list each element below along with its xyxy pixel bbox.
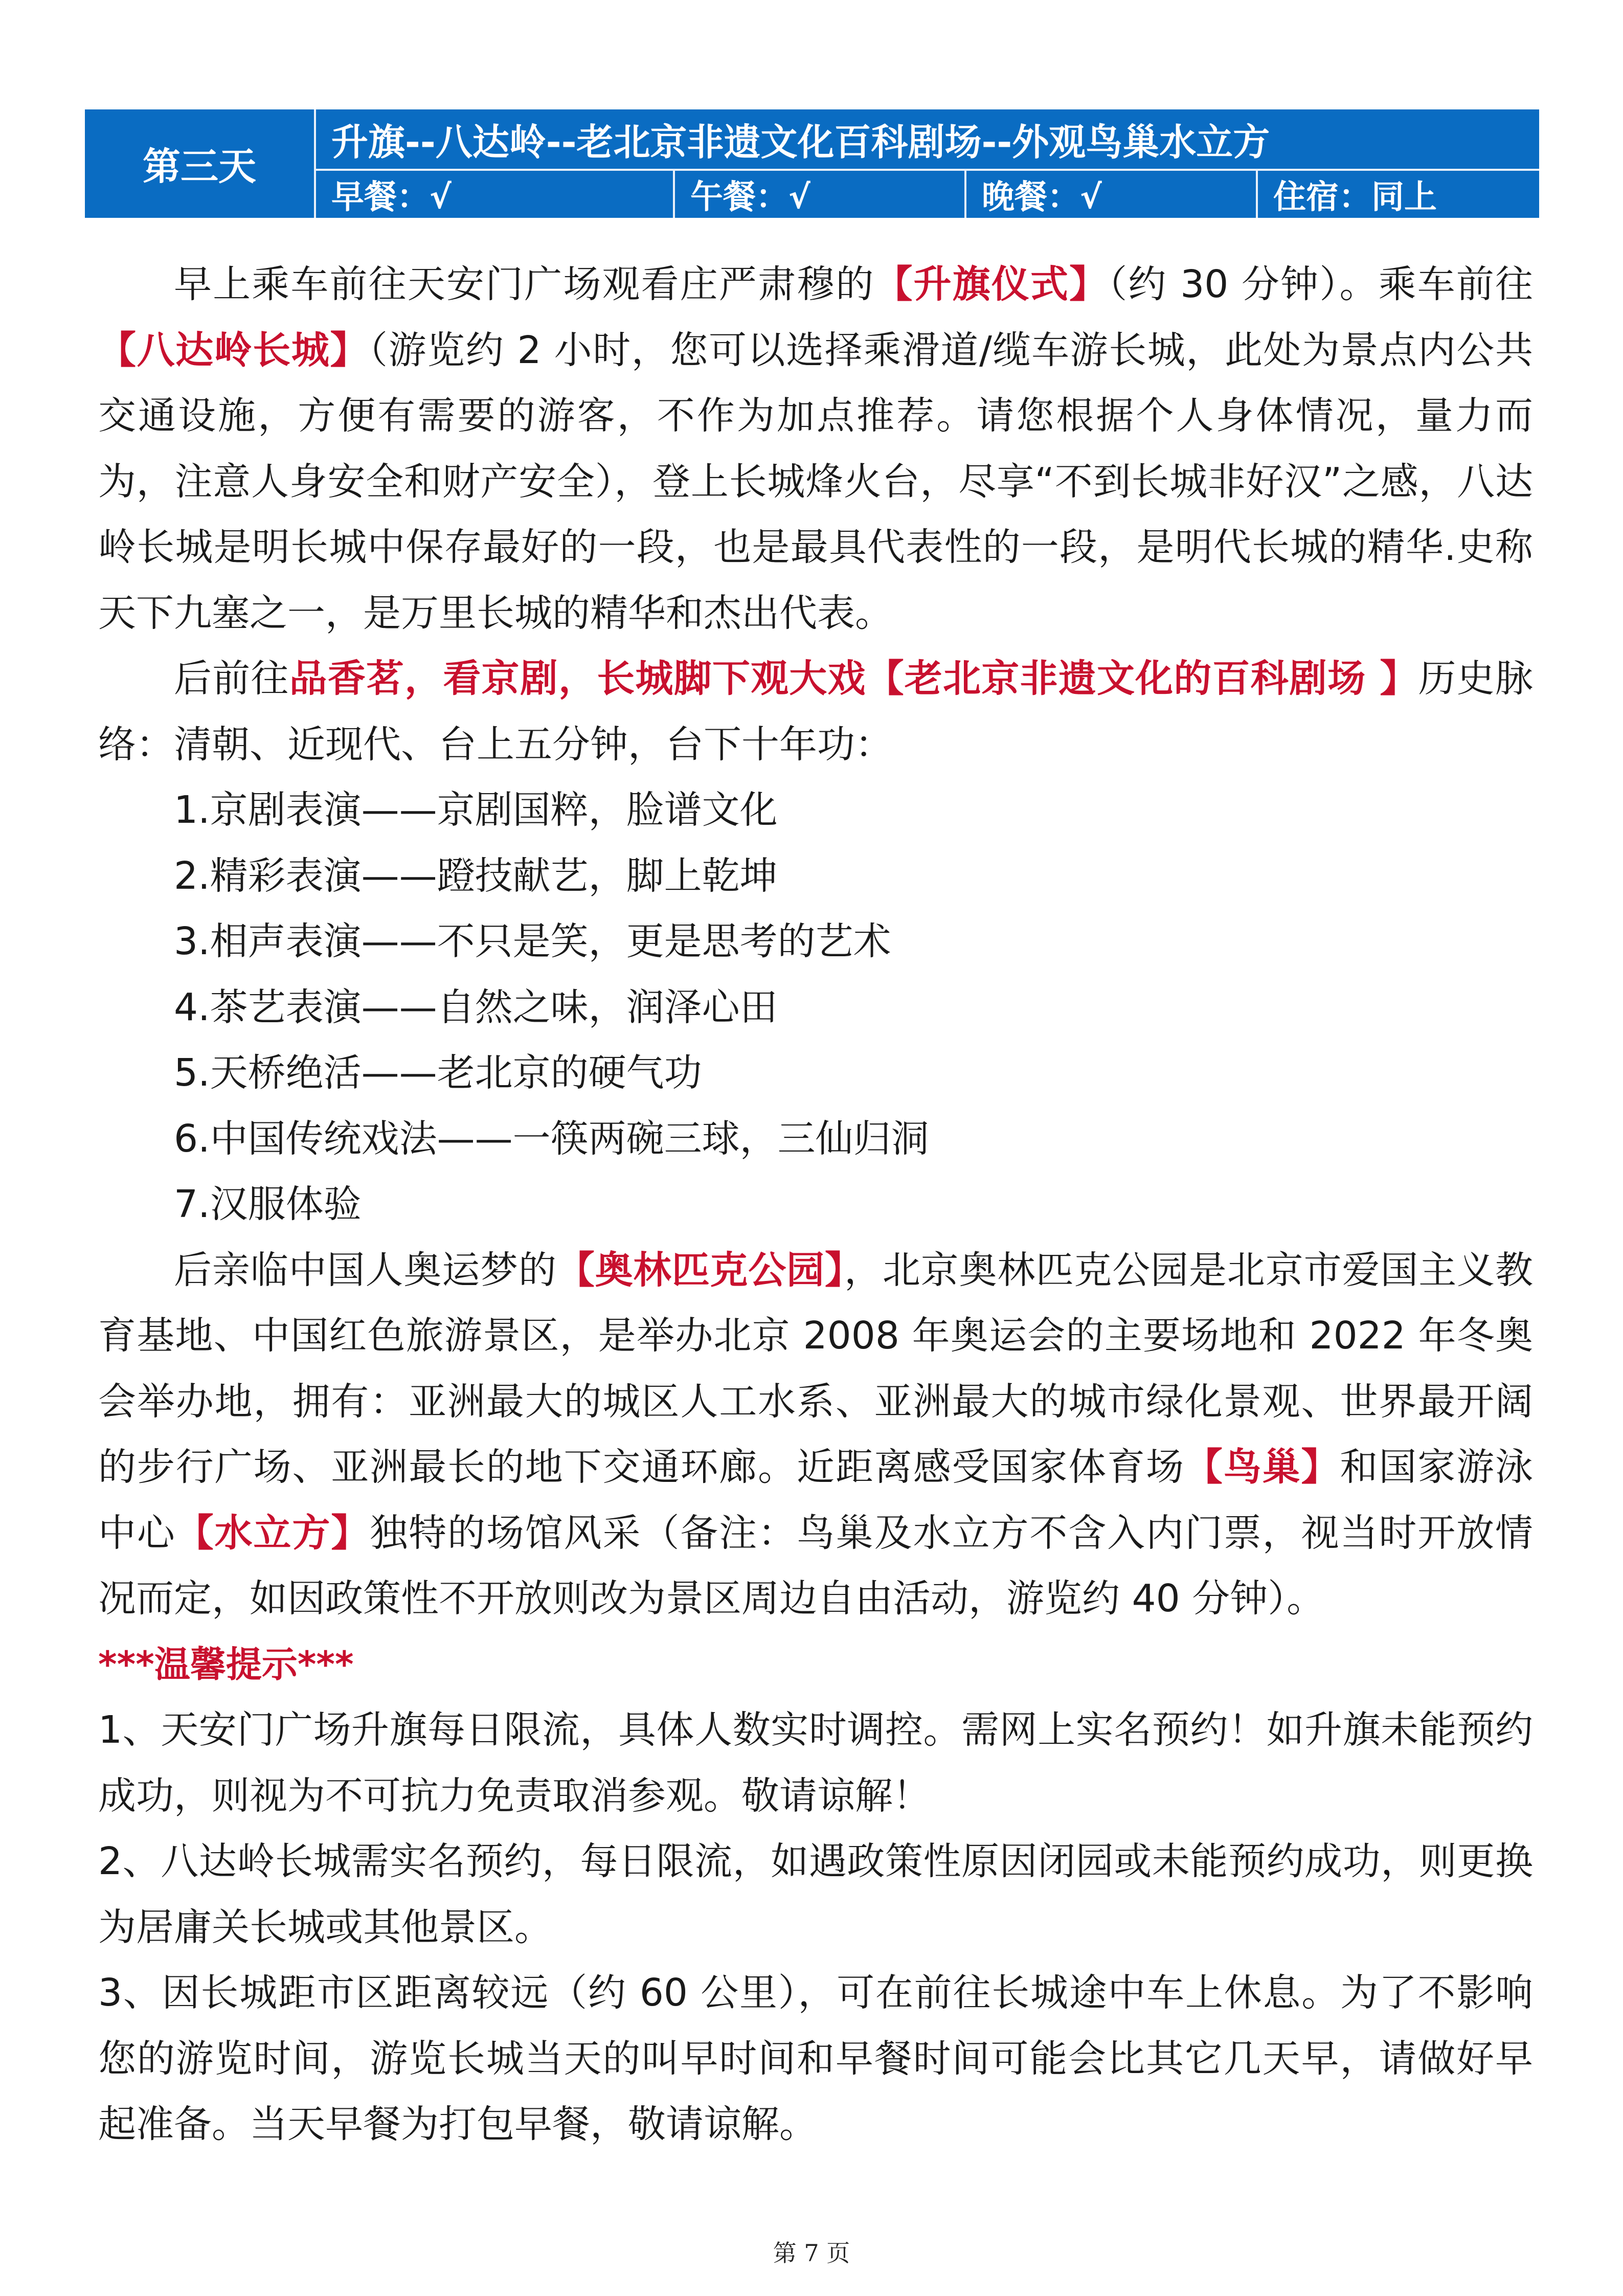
highlight-olympic-park: 【奥林匹克公园】: [556, 1248, 844, 1292]
text-segment: 历史脉络：清朝、近现代、台上五分钟，台下十年功：: [98, 657, 1534, 767]
paragraph-flag-raising: [98, 252, 1533, 646]
list-item: 6.中国传统戏法——一筷两碗三球，三仙归洞: [174, 1116, 929, 1161]
list-item: 3.相声表演——不只是笑，更是思考的艺术: [174, 919, 891, 963]
text-segment: （约 30 分钟）。乘车前往: [1108, 262, 1534, 306]
list-item: 1.京剧表演——京剧国粹，脸谱文化: [174, 788, 778, 832]
highlight-theater: 品香茗，看京剧，长城脚下观大戏【老北京非遗文化的百科剧场 】: [289, 657, 1418, 701]
tip-item: 1、天安门广场升旗每日限流，具体人数实时调控。需网上实名预约！如升旗未能预约成功，则视为不可抗力免责取消参观。敬请谅解！: [98, 1708, 1533, 1818]
text-segment: 后亲临中国人奥运梦的: [174, 1248, 557, 1292]
paragraph-olympic-park: [98, 1237, 1533, 1632]
paragraph-theater: [98, 646, 1533, 777]
text-segment: 和国家游泳中心: [98, 1445, 1534, 1555]
text-segment: 早上乘车前往天安门广场观看庄严肃穆的: [174, 262, 875, 306]
breakfast-cell: 早餐：√: [316, 171, 675, 218]
text-segment: 独特的场馆风采（备注：鸟巢及水立方不含入内门票，视当时开放情况而定，如因政策性不开放则改为景区周边自由活动，游览约 40 分钟）。: [98, 1511, 1534, 1620]
route-title: 升旗--八达岭--老北京非遗文化百科剧场--外观鸟巢水立方: [316, 109, 1539, 171]
highlight-badaling: 【八达岭长城】: [98, 328, 369, 372]
list-item: 7.汉服体验: [174, 1182, 362, 1226]
lunch-cell: 午餐：√: [675, 171, 966, 218]
page-number: 第 7 页: [773, 2239, 850, 2267]
lodging-cell: 住宿：同上: [1273, 178, 1437, 216]
list-item: 2.精彩表演——蹬技献艺，脚上乾坤: [174, 853, 778, 898]
text-segment: ，北京奥林匹克公园是北京市爱国主义教育基地、中国红色旅游景区，是举办北京 2008 年奥运会的主要场地和 2022 年冬奥会举办地，拥有：亚洲最大的城区人工水系、亚洲最大的城市绿化景观、世界最开阔的步行广场、亚洲最长的地下交通环廊。近距离感受国家体育场: [98, 1248, 1534, 1489]
text-segment: 后前往: [174, 657, 289, 701]
highlight-water-cube: 【水立方】: [175, 1511, 370, 1555]
dinner-cell: 晚餐：√: [966, 171, 1258, 218]
day-label: 第三天: [85, 109, 316, 218]
header-right-block: [316, 109, 1539, 218]
tip-item: 3、因长城距市区距离较远（约 60 公里），可在前往长城途中车上休息。为了不影响您的游览时间，游览长城当天的叫早时间和早餐时间可能会比其它几天早，请做好早起准备。当天早餐为打包早餐，敬请谅解。: [98, 1971, 1533, 2146]
itinerary-body: [98, 252, 1533, 2157]
text-segment: （游览约 2 小时，您可以选择乘滑道/缆车游长城，此处为景点内公共交通设施，方便有需要的游客，不作为加点推荐。请您根据个人身体情况，量力而为，注意人身安全和财产安全），登上长城烽火台，尽享“不到长城非好汉”之感，八达岭长城是明长城中保存最好的一段，也是最具代表性的一段，是明代长城的精华.史称天下九塞之一，是万里长城的精华和杰出代表。: [98, 328, 1533, 635]
tips-title: ***温馨提示***: [98, 1643, 354, 1685]
itinerary-header-table: [85, 109, 1539, 218]
meals-row: [316, 171, 1539, 218]
highlight-birds-nest: 【鸟巢】: [1184, 1445, 1340, 1489]
list-item: 5.天桥绝活——老北京的硬气功: [174, 1051, 702, 1095]
highlight-flag-ceremony: 【升旗仪式】: [874, 262, 1109, 306]
list-item: 4.茶艺表演——自然之味，润泽心田: [174, 985, 778, 1029]
tip-item: 2、八达岭长城需实名预约，每日限流，如遇政策性原因闭园或未能预约成功，则更换为居庸关长城或其他景区。: [98, 1839, 1533, 1949]
